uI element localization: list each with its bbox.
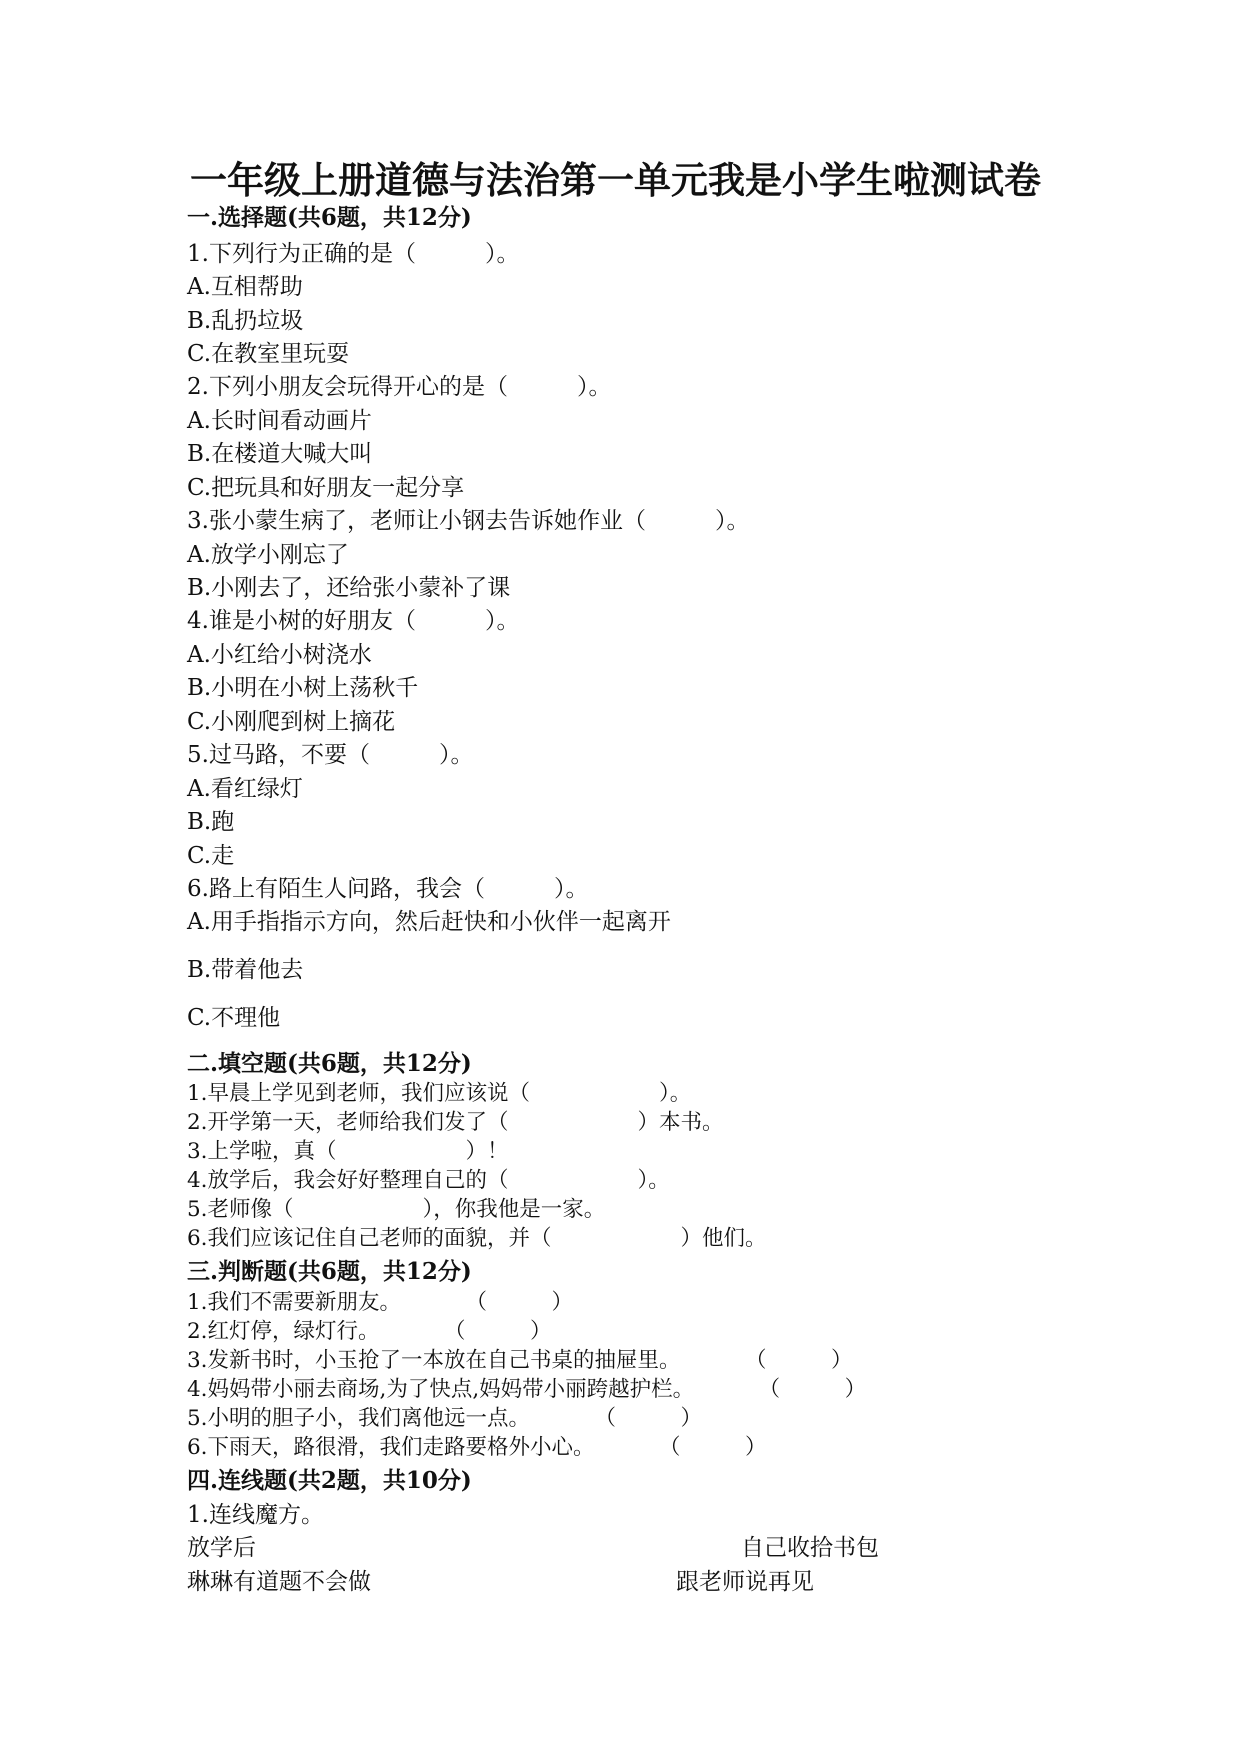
question-line: 4.放学后，我会好好整理自己的（ ）。	[187, 1168, 670, 1193]
question-line: 3.发新书时，小玉抢了一本放在自己书桌的抽屉里。 （ ）	[187, 1348, 853, 1373]
question-line: 6.我们应该记住自己老师的面貌，并（ ）他们。	[187, 1226, 767, 1251]
option-line: A.用手指指示方向，然后赶快和小伙伴一起离开	[187, 909, 671, 935]
section-heading-choice: 一.选择题(共6题，共12分)	[187, 204, 472, 231]
question-line: 2.开学第一天，老师给我们发了（ ）本书。	[187, 1110, 724, 1135]
question-line: 4.妈妈带小丽去商场,为了快点,妈妈带小丽跨越护栏。 （ ）	[187, 1377, 867, 1402]
question-line: 3.张小蒙生病了，老师让小钢去告诉她作业（ ）。	[187, 508, 750, 534]
option-line: C.在教室里玩耍	[187, 341, 350, 367]
option-line: A.看红绿灯	[187, 776, 303, 802]
question-line: 5.老师像（ ），你我他是一家。	[187, 1197, 606, 1222]
section-heading-matching: 四.连线题(共2题，共10分)	[187, 1467, 472, 1494]
question-line: 2.下列小朋友会玩得开心的是（ ）。	[187, 374, 612, 400]
option-line: A.长时间看动画片	[187, 408, 372, 434]
section-heading-fill-blank: 二.填空题(共6题，共12分)	[187, 1050, 472, 1077]
option-line: B.跑	[187, 809, 235, 835]
option-line: A.互相帮助	[187, 274, 303, 300]
option-line: C.走	[187, 843, 235, 869]
question-line: 1.早晨上学见到老师，我们应该说（ ）。	[187, 1081, 692, 1106]
question-line: 5.小明的胆子小，我们离他远一点。 （ ）	[187, 1406, 703, 1431]
question-line: 4.谁是小树的好朋友（ ）。	[187, 608, 520, 634]
option-line: A.小红给小树浇水	[187, 642, 372, 668]
match-right-item: 跟老师说再见	[676, 1569, 814, 1595]
question-line: 1.下列行为正确的是（ ）。	[187, 241, 520, 267]
option-line: C.小刚爬到树上摘花	[187, 709, 396, 735]
option-line: C.把玩具和好朋友一起分享	[187, 475, 465, 501]
option-line: C.不理他	[187, 1005, 281, 1031]
question-line: 1.我们不需要新朋友。 （ ）	[187, 1290, 574, 1315]
section-heading-true-false: 三.判断题(共6题，共12分)	[187, 1258, 472, 1285]
match-left-item: 琳琳有道题不会做	[187, 1569, 371, 1595]
page-title: 一年级上册道德与法治第一单元我是小学生啦测试卷	[190, 158, 1041, 202]
option-line: B.乱扔垃圾	[187, 308, 304, 334]
question-line: 5.过马路，不要（ ）。	[187, 742, 474, 768]
question-line: 6.路上有陌生人问路，我会（ ）。	[187, 876, 589, 902]
match-right-item: 自己收拾书包	[741, 1535, 879, 1561]
match-left-item: 放学后	[187, 1535, 256, 1561]
option-line: A.放学小刚忘了	[187, 542, 349, 568]
question-line: 3.上学啦，真（ ）！	[187, 1139, 509, 1164]
option-line: B.在楼道大喊大叫	[187, 441, 373, 467]
option-line: B.小明在小树上荡秋千	[187, 675, 419, 701]
option-line: B.小刚去了，还给张小蒙补了课	[187, 575, 511, 601]
question-line: 1.连线魔方。	[187, 1502, 324, 1528]
question-line: 2.红灯停，绿灯行。 （ ）	[187, 1319, 552, 1344]
option-line: B.带着他去	[187, 957, 304, 983]
question-line: 6.下雨天，路很滑，我们走路要格外小心。 （ ）	[187, 1435, 767, 1460]
